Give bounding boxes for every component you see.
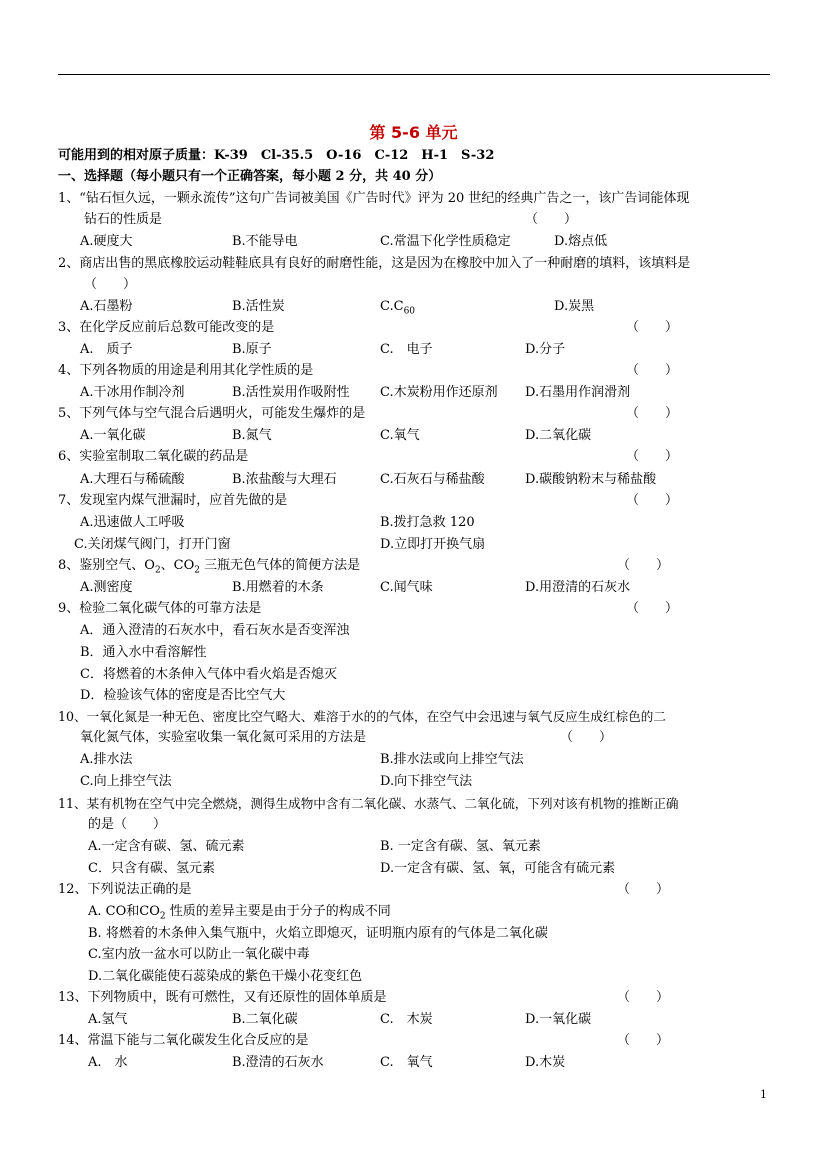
option-c: C.石灰石与稀盐酸 — [380, 472, 485, 487]
answer-paren: （ ） — [84, 277, 137, 292]
header-rule — [58, 74, 770, 75]
option-d: D.炭黑 — [554, 299, 595, 314]
option-d: D.石墨用作润滑剂 — [525, 385, 631, 400]
option-b: B.不能导电 — [232, 234, 298, 249]
question-7-stem: 7、发现室内煤气泄漏时，应首先做的是 — [58, 493, 288, 508]
option-b: B.拨打急救 120 — [380, 515, 475, 530]
option-c: C.关闭煤气阀门，打开门窗 — [74, 537, 231, 552]
option-a: A．通入澄清的石灰水中，看石灰水是否变浑浊 — [80, 623, 350, 638]
option-c: C.室内放一盆水可以防止一氧化碳中毒 — [88, 947, 310, 962]
option-a: A.大理石与稀硫酸 — [80, 472, 185, 487]
option-d: D.分子 — [525, 342, 566, 357]
option-b: B.二氧化碳 — [232, 1012, 298, 1027]
answer-paren: （ ） — [560, 730, 613, 745]
option-c: C．只含有碳、氢元素 — [88, 861, 215, 876]
section-heading: 一、选择题（每小题只有一个正确答案，每小题 2 分，共 40 分） — [58, 169, 442, 184]
question-10-stem-cont: 氧化氮气体，实验室收集一氧化氮可采用的方法是 — [80, 730, 367, 745]
option-d: D.碳酸钠粉末与稀盐酸 — [525, 472, 657, 487]
question-12-stem: 12、下列说法正确的是 — [58, 882, 192, 897]
option-d: D.一氧化碳 — [525, 1012, 592, 1027]
option-b: B．通入水中看溶解性 — [80, 645, 207, 660]
option-b: B.活性炭 — [232, 299, 285, 314]
option-a: A.石墨粉 — [80, 299, 133, 314]
answer-paren: （ ） — [617, 882, 670, 897]
answer-paren: （ ） — [617, 990, 670, 1005]
option-c: C.向上排空气法 — [80, 774, 172, 789]
option-a: A.硬度大 — [80, 234, 133, 249]
option-b: B. 一定含有碳、氢、氧元素 — [380, 839, 541, 854]
option-b: B.原子 — [232, 342, 272, 357]
answer-paren: （ ） — [626, 449, 679, 464]
answer-paren: （ ） — [525, 212, 578, 227]
answer-paren: （ ） — [626, 601, 679, 616]
option-b: B.浓盐酸与大理石 — [232, 472, 337, 487]
question-8-stem: 8、鉴别空气、$O_2$、$CO_2$ 三瓶无色气体的简便方法是 — [58, 558, 361, 576]
option-b: B. 将燃着的木条伸入集气瓶中，火焰立即熄灭，证明瓶内原有的气体是二氧化碳 — [88, 926, 548, 941]
option-a: A.一氧化碳 — [80, 428, 146, 443]
option-b: B.活性炭用作吸附性 — [232, 385, 350, 400]
answer-paren: （ ） — [617, 1033, 670, 1048]
question-1-stem-cont: 钻石的性质是 — [84, 212, 163, 227]
option-c: C.氧气 — [380, 428, 420, 443]
question-9-stem: 9、检验二氧化碳气体的可靠方法是 — [58, 601, 262, 616]
option-c: C.木炭粉用作还原剂 — [380, 385, 498, 400]
option-d: D.熔点低 — [554, 234, 608, 249]
answer-paren: （ ） — [626, 320, 679, 335]
option-d: D．检验该气体的密度是否比空气大 — [80, 688, 286, 703]
question-6-stem: 6、实验室制取二氧化碳的药品是 — [58, 449, 249, 464]
option-a: A.氢气 — [88, 1012, 128, 1027]
answer-paren: （ ） — [626, 406, 679, 421]
answer-paren: （ ） — [617, 558, 670, 573]
option-c: C.常温下化学性质稳定 — [380, 234, 511, 249]
option-c: C.闻气味 — [380, 580, 433, 595]
option-c: C. 电子 — [380, 342, 433, 357]
page-title: 第 5-6 单元 — [369, 123, 458, 142]
question-5-stem: 5、下列气体与空气混合后遇明火，可能发生爆炸的是 — [58, 406, 366, 421]
page-number: 1 — [760, 1088, 767, 1101]
option-b: B.排水法或向上排空气法 — [380, 752, 524, 767]
question-1-stem: 1、“钻石恒久远，一颗永流传”这句广告词被美国《广告时代》评为 20 世纪的经典广告之一，该广告词能体现 — [58, 191, 690, 206]
question-13-stem: 13、下列物质中，既有可燃性，又有还原性的固体单质是 — [58, 990, 387, 1005]
answer-paren: （ ） — [626, 493, 679, 508]
option-a: A. 水 — [88, 1055, 128, 1070]
question-4-stem: 4、下列各物质的用途是利用其化学性质的是 — [58, 363, 314, 378]
option-a: A.一定含有碳、氢、硫元素 — [88, 839, 245, 854]
option-d: D.木炭 — [525, 1055, 566, 1070]
option-b: B.澄清的石灰水 — [232, 1055, 324, 1070]
option-c: $C.C_{60}$ — [380, 299, 416, 317]
option-b: B.用燃着的木条 — [232, 580, 324, 595]
option-a: A.排水法 — [80, 752, 133, 767]
option-c: C．将燃着的木条伸入气体中看火焰是否熄灭 — [80, 667, 337, 682]
option-c: C. 氧气 — [380, 1055, 433, 1070]
atomic-masses: 可能用到的相对原子质量：K-39 Cl-35.5 O-16 C-12 H-1 S-32 — [58, 148, 495, 163]
question-3-stem: 3、在化学反应前后总数可能改变的是 — [58, 320, 275, 335]
option-a: A.干冰用作制冷剂 — [80, 385, 185, 400]
option-c: C. 木炭 — [380, 1012, 433, 1027]
question-14-stem: 14、常温下能与二氧化碳发生化合反应的是 — [58, 1033, 309, 1048]
option-d: D.向下排空气法 — [380, 774, 473, 789]
question-11-stem: 11、某有机物在空气中完全燃烧，测得生成物中含有二氧化碳、水蒸气、二氧化硫，下列对该有机物的推断正确 — [58, 796, 679, 811]
option-d: D.二氧化碳 — [525, 428, 592, 443]
option-d: D.一定含有碳、氢、氧，可能含有硫元素 — [380, 861, 616, 876]
option-d: D.二氧化碳能使石蕊染成的紫色干燥小花变红色 — [88, 969, 363, 984]
option-b: B.氮气 — [232, 428, 272, 443]
option-d: D.用澄清的石灰水 — [525, 580, 631, 595]
question-2-stem: 2、商店出售的黑底橡胶运动鞋鞋底具有良好的耐磨性能，这是因为在橡胶中加入了一种耐磨的填料，该填料是 — [58, 256, 691, 271]
option-a: A.迅速做人工呼吸 — [80, 515, 185, 530]
question-10-stem: 10、一氧化氮是一种无色、密度比空气略大、难溶于水的的气体，在空气中会迅速与氧气反应生成红棕色的二 — [58, 709, 666, 724]
question-11-stem-cont: 的是（ ） — [88, 817, 167, 832]
answer-paren: （ ） — [626, 363, 679, 378]
option-a: A. 质子 — [80, 342, 133, 357]
option-d: D.立即打开换气扇 — [380, 537, 486, 552]
option-a: A.测密度 — [80, 580, 133, 595]
option-a: A. CO和$CO_2$ 性质的差异主要是由于分子的构成不同 — [88, 904, 391, 922]
